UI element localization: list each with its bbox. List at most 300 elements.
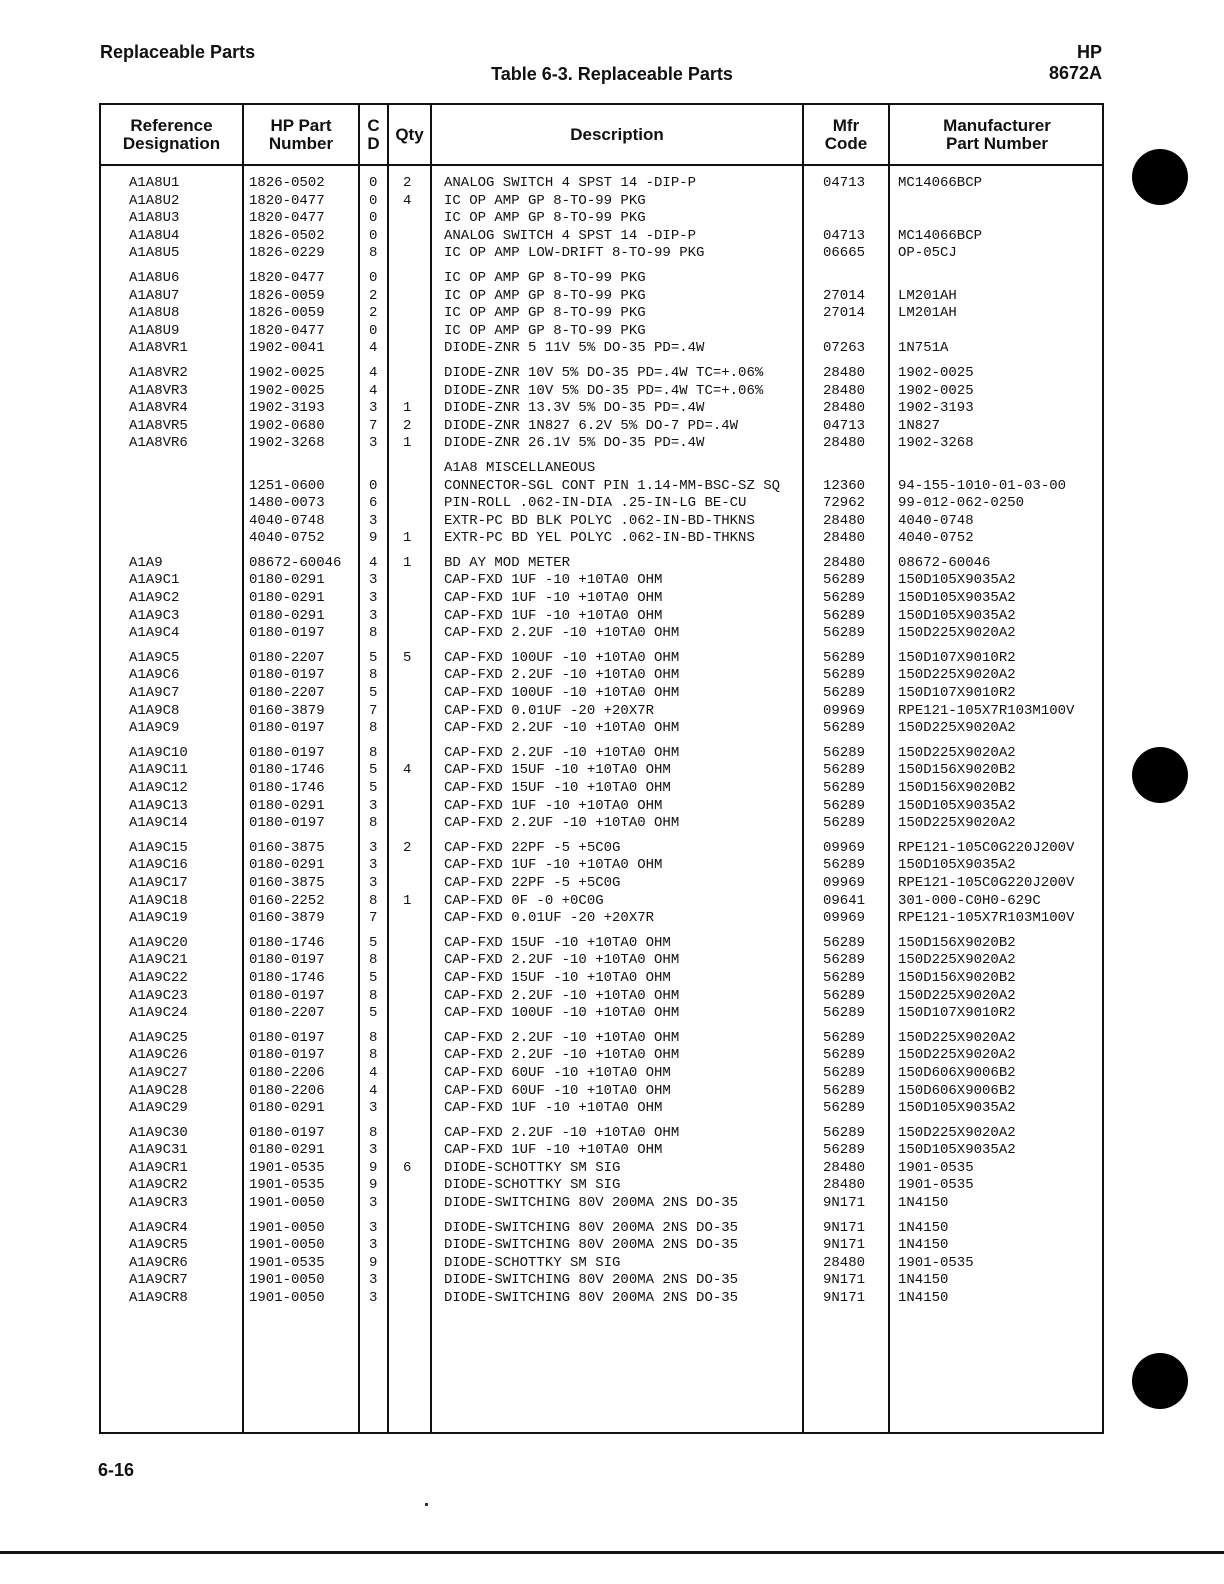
ref-designation: A1A9CR3 [129, 1195, 188, 1212]
cd-digit: 8 [369, 744, 378, 761]
ref-designation: A1A8VR1 [129, 340, 188, 357]
description: CAP-FXD 2.2UF -10 +10TA0 OHM [444, 625, 680, 642]
hp-part-number: 0180-0291 [249, 857, 325, 874]
mfr-part-number: 150D225X9020A2 [898, 720, 1016, 737]
description: CAP-FXD 60UF -10 +10TA0 OHM [444, 1082, 671, 1099]
hp-part-number: 0180-0197 [249, 1124, 325, 1141]
cd-digit: 3 [369, 435, 378, 452]
cd-digit: 3 [369, 1142, 378, 1159]
ref-designation: A1A9C6 [129, 667, 180, 684]
hp-part-number: 1901-0050 [249, 1290, 325, 1307]
hp-part-number: 0180-1746 [249, 780, 325, 796]
table-row [101, 400, 1102, 418]
qty: 6 [403, 1159, 412, 1176]
table-row [101, 270, 1102, 288]
mfr-code: 28480 [823, 530, 866, 547]
qty: 4 [403, 192, 412, 209]
column-header-description: Description [570, 124, 664, 144]
description: A1A8 MISCELLANEOUS [444, 459, 596, 476]
cd-digit: 0 [369, 322, 378, 339]
description: CAP-FXD 2.2UF -10 +10TA0 OHM [444, 952, 680, 969]
description: DIODE-SCHOTTKY SM SIG [444, 1177, 621, 1194]
cd-digit: 7 [369, 702, 378, 719]
ref-designation: A1A9C11 [129, 762, 188, 779]
cd-digit: 8 [369, 667, 378, 684]
mfr-code: 09969 [823, 874, 866, 891]
description: CAP-FXD 0.01UF -20 +20X7R [444, 910, 655, 927]
description: DIODE-ZNR 13.3V 5% DO-35 PD=.4W [444, 400, 705, 417]
mfr-part-number: 1N4150 [898, 1290, 949, 1307]
mfr-code: 27014 [823, 287, 866, 304]
hp-part-number: 0160-3879 [249, 702, 325, 719]
row-group [101, 555, 1102, 643]
description: IC OP AMP GP 8-TO-99 PKG [444, 322, 646, 339]
ref-designation: A1A9C2 [129, 590, 180, 607]
cd-digit: 3 [369, 797, 378, 814]
mfr-code: 56289 [823, 607, 866, 624]
description: CAP-FXD 1UF -10 +10TA0 OHM [444, 857, 663, 874]
ref-designation: A1A8U1 [129, 175, 180, 191]
mfr-part-number: 99-012-062-0250 [898, 495, 1025, 512]
mfr-part-number: 1N4150 [898, 1237, 949, 1254]
description: CAP-FXD 1UF -10 +10TA0 OHM [444, 1100, 663, 1117]
page-number: 6-16 [98, 1460, 135, 1480]
cd-digit: 3 [369, 607, 378, 624]
description: CAP-FXD 2.2UF -10 +10TA0 OHM [444, 720, 680, 737]
ref-designation: A1A8VR5 [129, 417, 188, 434]
cd-digit: 3 [369, 1290, 378, 1307]
description: DIODE-ZNR 5 11V 5% DO-35 PD=.4W [444, 340, 705, 357]
mfr-part-number: 1901-0535 [898, 1177, 974, 1194]
hp-part-number: 0180-0291 [249, 572, 325, 589]
mfr-part-number: 150D225X9020A2 [898, 987, 1016, 1004]
mfr-code: 56289 [823, 987, 866, 1004]
ref-designation: A1A9C16 [129, 857, 188, 874]
hp-part-number: 1901-0535 [249, 1177, 325, 1194]
mfr-part-number: 1901-0535 [898, 1159, 974, 1176]
table-row [101, 1142, 1102, 1160]
ref-designation: A1A9C26 [129, 1047, 188, 1064]
mfr-part-number: 150D156X9020B2 [898, 762, 1016, 779]
qty: 1 [403, 892, 412, 909]
mfr-part-number: 1902-0025 [898, 364, 974, 381]
ref-designation: A1A8U8 [129, 305, 180, 322]
table-row [101, 1220, 1102, 1238]
row-group [101, 650, 1102, 738]
table-title: Table 6-3. Replaceable Parts [491, 64, 733, 84]
mfr-code: 27014 [823, 305, 866, 322]
cd-digit: 5 [369, 780, 378, 796]
description: PIN-ROLL .062-IN-DIA .25-IN-LG BE-CU [444, 495, 747, 512]
mfr-code: 09969 [823, 839, 866, 856]
description: CAP-FXD 2.2UF -10 +10TA0 OHM [444, 744, 680, 761]
hp-part-number: 1480-0073 [249, 495, 325, 512]
mfr-part-number: 150D107X9010R2 [898, 685, 1016, 702]
description: DIODE-ZNR 10V 5% DO-35 PD=.4W TC=+.06% [444, 364, 764, 381]
model-number: HP 8672A [1048, 42, 1102, 83]
mfr-code: 56289 [823, 685, 866, 702]
mfr-code: 56289 [823, 667, 866, 684]
description: DIODE-SWITCHING 80V 200MA 2NS DO-35 [444, 1272, 739, 1289]
mfr-code: 56289 [823, 969, 866, 986]
mfr-part-number: 150D225X9020A2 [898, 667, 1016, 684]
hp-part-number: 1820-0477 [249, 269, 325, 286]
mfr-part-number: 150D105X9035A2 [898, 590, 1016, 607]
table-row [101, 988, 1102, 1006]
mfr-part-number: RPE121-105X7R103M100V [898, 910, 1075, 927]
description: CAP-FXD 0.01UF -20 +20X7R [444, 702, 655, 719]
mfr-code: 04713 [823, 227, 866, 244]
ref-designation: A1A9C17 [129, 874, 188, 891]
mfr-code: 56289 [823, 797, 866, 814]
cd-digit: 9 [369, 530, 378, 547]
table-row [101, 840, 1102, 858]
cd-digit: 3 [369, 1219, 378, 1236]
ref-designation: A1A8VR4 [129, 400, 188, 417]
mfr-code: 9N171 [823, 1290, 866, 1307]
mfr-code: 28480 [823, 1254, 866, 1271]
mfr-part-number: 1N751A [898, 340, 949, 357]
description: DIODE-SWITCHING 80V 200MA 2NS DO-35 [444, 1195, 739, 1212]
mfr-code: 04713 [823, 417, 866, 434]
mfr-part-number: 301-000-C0H0-629C [898, 892, 1041, 909]
ref-designation: A1A9CR7 [129, 1272, 188, 1289]
table-row [101, 245, 1102, 263]
hp-part-number: 1820-0477 [249, 322, 325, 339]
ref-designation: A1A8U7 [129, 287, 180, 304]
table-row [101, 513, 1102, 531]
cd-digit: 5 [369, 1005, 378, 1022]
mfr-code: 9N171 [823, 1219, 866, 1236]
ref-designation: A1A8U5 [129, 245, 180, 262]
cd-digit: 8 [369, 892, 378, 909]
cd-digit: 8 [369, 952, 378, 969]
cd-digit: 3 [369, 572, 378, 589]
table-row [101, 555, 1102, 573]
hp-part-number: 0160-3875 [249, 874, 325, 891]
hp-part-number: 0180-2207 [249, 649, 325, 666]
ref-designation: A1A9C9 [129, 720, 180, 737]
ref-designation: A1A8U4 [129, 227, 180, 244]
ref-designation: A1A9C1 [129, 572, 180, 589]
hp-part-number: 0160-3875 [249, 839, 325, 856]
ref-designation: A1A9C8 [129, 702, 180, 719]
mfr-part-number: RPE121-105C0G220J200V [898, 839, 1075, 856]
cd-digit: 5 [369, 969, 378, 986]
ref-designation: A1A8VR2 [129, 364, 188, 381]
mfr-part-number: 150D107X9010R2 [898, 649, 1016, 666]
binder-hole [1132, 1353, 1188, 1409]
table-row [101, 572, 1102, 590]
header-divider [101, 164, 1102, 166]
cd-digit: 3 [369, 1195, 378, 1212]
table-row [101, 1290, 1102, 1308]
mfr-part-number: 1N4150 [898, 1195, 949, 1212]
cd-digit: 8 [369, 815, 378, 832]
mfr-part-number: MC14066BCP [898, 227, 983, 244]
hp-part-number: 0180-0291 [249, 1142, 325, 1159]
hp-part-number: 0180-0291 [249, 607, 325, 624]
mfr-part-number: 1902-0025 [898, 382, 974, 399]
hp-part-number: 1901-0535 [249, 1254, 325, 1271]
description: IC OP AMP GP 8-TO-99 PKG [444, 210, 646, 227]
hp-part-number: 0180-0197 [249, 744, 325, 761]
table-row [101, 650, 1102, 668]
table-row [101, 1047, 1102, 1065]
mfr-code: 04713 [823, 175, 866, 191]
cd-digit: 8 [369, 987, 378, 1004]
description: CAP-FXD 60UF -10 +10TA0 OHM [444, 1064, 671, 1081]
description: ANALOG SWITCH 4 SPST 14 -DIP-P [444, 227, 697, 244]
mfr-code: 72962 [823, 495, 866, 512]
cd-digit: 5 [369, 649, 378, 666]
mfr-code: 56289 [823, 934, 866, 951]
ref-designation: A1A9C15 [129, 839, 188, 856]
cd-digit: 8 [369, 245, 378, 262]
table-row [101, 667, 1102, 685]
hp-part-number: 0180-2207 [249, 685, 325, 702]
hp-part-number: 1826-0059 [249, 287, 325, 304]
hp-part-number: 0180-0197 [249, 720, 325, 737]
table-row [101, 1065, 1102, 1083]
description: EXTR-PC BD BLK POLYC .062-IN-BD-THKNS [444, 512, 755, 529]
hp-part-number: 0160-3879 [249, 910, 325, 927]
ref-designation: A1A9C5 [129, 649, 180, 666]
hp-part-number: 1901-0050 [249, 1195, 325, 1212]
row-group [101, 745, 1102, 833]
ref-designation: A1A9CR6 [129, 1254, 188, 1271]
ref-designation: A1A9C23 [129, 987, 188, 1004]
qty: 1 [403, 530, 412, 547]
cd-digit: 8 [369, 1029, 378, 1046]
ref-designation: A1A8U6 [129, 269, 180, 286]
cd-digit: 3 [369, 874, 378, 891]
cd-digit: 0 [369, 227, 378, 244]
mfr-code: 9N171 [823, 1272, 866, 1289]
table-body [101, 175, 1102, 1315]
mfr-part-number: 1N4150 [898, 1272, 949, 1289]
qty: 5 [403, 649, 412, 666]
hp-part-number: 0180-0291 [249, 797, 325, 814]
table-row [101, 323, 1102, 341]
ref-designation: A1A8U2 [129, 192, 180, 209]
table-row [101, 1100, 1102, 1118]
table-row [101, 305, 1102, 323]
description: CAP-FXD 0F -0 +0C0G [444, 892, 604, 909]
mfr-part-number: 08672-60046 [898, 554, 991, 571]
cd-digit: 3 [369, 1100, 378, 1117]
ref-designation: A1A9CR2 [129, 1177, 188, 1194]
description: DIODE-ZNR 10V 5% DO-35 PD=.4W TC=+.06% [444, 382, 764, 399]
mfr-code: 56289 [823, 815, 866, 832]
table-row [101, 625, 1102, 643]
mfr-code: 56289 [823, 762, 866, 779]
table-row [101, 720, 1102, 738]
description: DIODE-SWITCHING 80V 200MA 2NS DO-35 [444, 1219, 739, 1236]
mfr-part-number: 150D225X9020A2 [898, 744, 1016, 761]
mfr-part-number: 150D105X9035A2 [898, 1100, 1016, 1117]
table-row [101, 1195, 1102, 1213]
hp-part-number: 1826-0229 [249, 245, 325, 262]
mfr-part-number: 150D107X9010R2 [898, 1005, 1016, 1022]
table-row [101, 228, 1102, 246]
ref-designation: A1A9C4 [129, 625, 180, 642]
mfr-code: 09969 [823, 910, 866, 927]
ref-designation: A1A9C10 [129, 744, 188, 761]
description: DIODE-SWITCHING 80V 200MA 2NS DO-35 [444, 1237, 739, 1254]
cd-digit: 5 [369, 934, 378, 951]
mfr-part-number: 150D156X9020B2 [898, 969, 1016, 986]
mfr-code: 09641 [823, 892, 866, 909]
ref-designation: A1A9 [129, 554, 163, 571]
mfr-part-number: 150D225X9020A2 [898, 1124, 1016, 1141]
scan-speck [425, 1503, 428, 1506]
hp-part-number: 0180-0197 [249, 667, 325, 684]
description: DIODE-ZNR 1N827 6.2V 5% DO-7 PD=.4W [444, 417, 739, 434]
hp-part-number: 1826-0502 [249, 175, 325, 191]
cd-digit: 9 [369, 1159, 378, 1176]
table-row [101, 288, 1102, 306]
hp-part-number: 1902-0041 [249, 340, 325, 357]
ref-designation: A1A9C28 [129, 1082, 188, 1099]
description: CAP-FXD 15UF -10 +10TA0 OHM [444, 780, 671, 796]
mfr-code: 56289 [823, 625, 866, 642]
hp-part-number: 0180-0197 [249, 815, 325, 832]
ref-designation: A1A8U9 [129, 322, 180, 339]
description: CAP-FXD 2.2UF -10 +10TA0 OHM [444, 815, 680, 832]
ref-designation: A1A9C12 [129, 780, 188, 796]
table-row [101, 478, 1102, 496]
cd-digit: 4 [369, 1082, 378, 1099]
hp-part-number: 0180-0197 [249, 1047, 325, 1064]
binder-hole [1132, 747, 1188, 803]
row-group [101, 935, 1102, 1023]
mfr-code: 28480 [823, 400, 866, 417]
table-row [101, 815, 1102, 833]
hp-part-number: 1251-0600 [249, 477, 325, 494]
description: IC OP AMP GP 8-TO-99 PKG [444, 269, 646, 286]
cd-digit: 0 [369, 192, 378, 209]
mfr-code: 56289 [823, 1029, 866, 1046]
table-row [101, 910, 1102, 928]
description: CAP-FXD 100UF -10 +10TA0 OHM [444, 1005, 680, 1022]
table-row [101, 1030, 1102, 1048]
mfr-code: 9N171 [823, 1237, 866, 1254]
table-row [101, 1083, 1102, 1101]
cd-digit: 3 [369, 512, 378, 529]
qty: 2 [403, 417, 412, 434]
table-row [101, 340, 1102, 358]
mfr-part-number: 150D225X9020A2 [898, 952, 1016, 969]
hp-part-number: 1901-0050 [249, 1219, 325, 1236]
table-row [101, 875, 1102, 893]
row-group [101, 460, 1102, 548]
description: EXTR-PC BD YEL POLYC .062-IN-BD-THKNS [444, 530, 755, 547]
hp-part-number: 0180-1746 [249, 762, 325, 779]
ref-designation: A1A8U3 [129, 210, 180, 227]
table-row [101, 1160, 1102, 1178]
table-row [101, 608, 1102, 626]
row-group [101, 1220, 1102, 1308]
cd-digit: 4 [369, 1064, 378, 1081]
description: CAP-FXD 1UF -10 +10TA0 OHM [444, 607, 663, 624]
column-header-cd: C D [367, 115, 380, 153]
table-row [101, 175, 1102, 193]
mfr-code: 28480 [823, 382, 866, 399]
description: CAP-FXD 1UF -10 +10TA0 OHM [444, 590, 663, 607]
column-header-hp-part: HP Part Number [268, 115, 334, 153]
ref-designation: A1A9CR4 [129, 1219, 188, 1236]
cd-digit: 3 [369, 1272, 378, 1289]
hp-part-number: 0180-0197 [249, 1029, 325, 1046]
ref-designation: A1A9C22 [129, 969, 188, 986]
row-group [101, 270, 1102, 358]
mfr-code: 28480 [823, 435, 866, 452]
table-row [101, 460, 1102, 478]
hp-part-number: 4040-0748 [249, 512, 325, 529]
mfr-part-number: 1N4150 [898, 1219, 949, 1236]
description: DIODE-SCHOTTKY SM SIG [444, 1159, 621, 1176]
mfr-code: 12360 [823, 477, 866, 494]
table-row [101, 1272, 1102, 1290]
description: CAP-FXD 22PF -5 +5C0G [444, 874, 621, 891]
mfr-code: 28480 [823, 554, 866, 571]
description: CAP-FXD 100UF -10 +10TA0 OHM [444, 649, 680, 666]
mfr-code: 56289 [823, 1142, 866, 1159]
hp-part-number: 0180-2206 [249, 1082, 325, 1099]
ref-designation: A1A9C14 [129, 815, 188, 832]
ref-designation: A1A9CR8 [129, 1290, 188, 1307]
description: CAP-FXD 1UF -10 +10TA0 OHM [444, 1142, 663, 1159]
mfr-part-number: OP-05CJ [898, 245, 957, 262]
mfr-code: 56289 [823, 572, 866, 589]
qty: 2 [403, 175, 412, 191]
table-row [101, 193, 1102, 211]
description: CAP-FXD 1UF -10 +10TA0 OHM [444, 572, 663, 589]
ref-designation: A1A9C25 [129, 1029, 188, 1046]
row-group [101, 840, 1102, 928]
hp-part-number: 0180-0197 [249, 987, 325, 1004]
ref-designation: A1A9C31 [129, 1142, 188, 1159]
description: CAP-FXD 1UF -10 +10TA0 OHM [444, 797, 663, 814]
mfr-part-number: 150D606X9006B2 [898, 1082, 1016, 1099]
cd-digit: 3 [369, 1237, 378, 1254]
table-row [101, 210, 1102, 228]
mfr-part-number: 1902-3193 [898, 400, 974, 417]
row-group [101, 175, 1102, 263]
table-row [101, 798, 1102, 816]
ref-designation: A1A9C19 [129, 910, 188, 927]
cd-digit: 4 [369, 382, 378, 399]
hp-part-number: 1820-0477 [249, 210, 325, 227]
cd-digit: 8 [369, 720, 378, 737]
mfr-code: 56289 [823, 1124, 866, 1141]
cd-digit: 3 [369, 400, 378, 417]
ref-designation: A1A9CR1 [129, 1159, 188, 1176]
description: IC OP AMP GP 8-TO-99 PKG [444, 305, 646, 322]
mfr-code: 28480 [823, 1159, 866, 1176]
qty: 4 [403, 762, 412, 779]
description: CAP-FXD 2.2UF -10 +10TA0 OHM [444, 1047, 680, 1064]
description: BD AY MOD METER [444, 554, 571, 571]
cd-digit: 2 [369, 287, 378, 304]
replaceable-parts-table [99, 103, 1104, 1434]
ref-designation: A1A9C29 [129, 1100, 188, 1117]
hp-part-number: 1901-0050 [249, 1272, 325, 1289]
qty: 2 [403, 839, 412, 856]
mfr-code: 56289 [823, 720, 866, 737]
mfr-code: 09969 [823, 702, 866, 719]
